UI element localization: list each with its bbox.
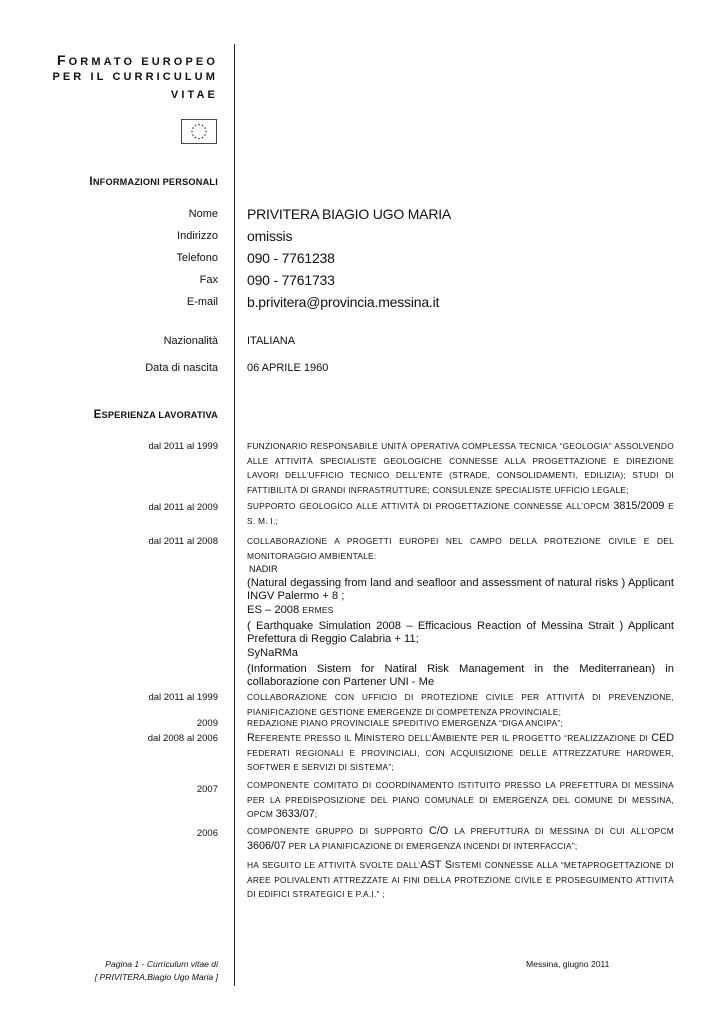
email-label: E-mail [186, 296, 218, 308]
nationality-value: ITALIANA [247, 335, 296, 347]
header-line-1: FORMATO EUROPEO [57, 52, 218, 68]
column-divider [234, 44, 235, 986]
work-entry-4: COLLABORAZIONE CON UFFICIO DI PROTEZIONE CIVILE PER ATTIVITÀ DI PREVENZIONE, PIANIFICAZIONE GESTIONE EMERGENZE DI COMPETENZA PROVINCIALE; [247, 692, 674, 717]
work-entry-6: REFERENTE PRESSO IL MINISTERO DELL’AMBIENTE PER IL PROGETTO “REALIZZAZIONE DI CED FEDERATI REGIONALI E PROVINCIALI, CON ACQUISIZIONE DELLE ATTREZZATURE HARDWER, SOFTWER E SERVIZI DI SISTEMA”; [247, 732, 675, 773]
work-entry-1: FUNZIONARIO RESPONSABILE UNITÀ OPERATIVA COMPLESSA TECNICA “GEOLOGIA” ASSOLVENDO ALLE ATTIVITÀ SPECIALISTE GEOLOGICHE CONNESSE ALLA PROGETTAZIONE E DIREZIONE LAVORI DELL’UFFICIO TECNICO DELL’ENTE (STRADE, CONSOLIDAMENTI, EDILIZIA); STUDI DI FATTIBILITÀ DI GRANDI INFRASTRUTTURE; CONSULENZE SPECIALISTE UFFICIO LEGALE; [247, 441, 674, 495]
footer-place-date: Messina, giugno 2011 [526, 959, 610, 969]
work-date-6: dal 2008 al 2006 [147, 733, 218, 744]
project-nadir-title: NADIR [249, 564, 278, 574]
phone-value: 090 - 7761238 [247, 250, 335, 266]
eu-flag-icon [181, 119, 217, 144]
project-nadir-text: (Natural degassing from land and seafloor and assessment of natural risks ) Applicant INGV Palermo + 8 ; [247, 577, 674, 602]
work-entry-5: REDAZIONE PIANO PROVINCIALE SPEDITIVO EMERGENZA “DIGA ANCIPA”; [247, 718, 563, 728]
nationality-label: Nazionalità [163, 335, 218, 347]
fax-label: Fax [199, 274, 218, 286]
footer-page-info: Pagina 1 - Curriculum vitae di [ PRIVITERA,Biagio Ugo Maria ] [94, 959, 218, 982]
header-line-3: VITAE [170, 89, 218, 101]
work-date-3: dal 2011 al 2008 [148, 536, 218, 547]
work-entry-8: COMPONENTE GRUPPO DI SUPPORTO C/O LA PREFUTTURA DI MESSINA DI CUI ALL’OPCM 3606/07 PER LA PIANIFICAZIONE DI EMERGENZA INCENDI DI INTERFACCIA”; [247, 825, 674, 852]
work-entry-2: SUPPORTO GEOLOGICO ALLE ATTIVITÀ DI PROGETTAZIONE CONNESSE ALL’OPCM 3815/2009 E S. M. I.; [247, 500, 674, 526]
section-work-experience: ESPERIENZA LAVORATIVA [93, 409, 218, 421]
work-date-4: dal 2011 al 1999 [148, 692, 218, 703]
project-ermes-title: ES – 2008 ERMES [247, 604, 334, 616]
birth-date-label: Data di nascita [145, 362, 218, 374]
project-synarma-title: SyNaRMa [247, 647, 298, 659]
name-label: Nome [188, 208, 218, 220]
work-entry-3: COLLABORAZIONE A PROGETTI EUROPEI NEL CAMPO DELLA PROTEZIONE CIVILE E DEL MONITORAGGIO AMBIENTALE: [247, 536, 674, 561]
section-personal-info: INFORMAZIONI PERSONALI [89, 176, 218, 188]
email-value[interactable]: b.privitera@provincia.messina.it [247, 294, 440, 310]
project-synarma-text: (Information Sistem for Natiral Risk Management in the Mediterranean) in collaborazione con Partener UNI - Me [247, 663, 674, 688]
work-date-5: 2009 [196, 718, 218, 729]
work-entry-7: COMPONENTE COMITATO DI COORDINAMENTO ISTITUITO PRESSO LA PREFETTURA DI MESSINA PER LA PREDISPOSIZIONE DEL PIANO COMUNALE DI EMERGENZA DEL COMUNE DI MESSINA, OPCM 3633/07; [247, 780, 674, 821]
work-date-2: dal 2011 al 2009 [148, 502, 218, 513]
name-value: PRIVITERA BIAGIO UGO MARIA [247, 206, 452, 222]
header-line-2: PER IL CURRICULUM [52, 71, 218, 83]
address-value: omissis [247, 228, 293, 244]
work-date-8: 2006 [196, 828, 218, 839]
address-label: Indirizzo [177, 230, 218, 242]
birth-date-value: 06 APRILE 1960 [247, 362, 329, 374]
work-date-7: 2007 [196, 784, 218, 795]
work-date-1: dal 2011 al 1999 [148, 441, 218, 452]
project-ermes-text: ( Earthquake Simulation 2008 – Efficacious Reaction of Messina Strait ) Applicant Prefettura di Reggio Calabria + 11; [247, 620, 674, 645]
phone-label: Telefono [176, 252, 218, 264]
work-entry-9: HA SEGUITO LE ATTIVITÀ SVOLTE DALL’AST SISTEMI CONNESSE ALLA “METAPROGETTAZIONE DI AREE POLIVALENTI ATTREZZATE AI FINI DELLA PROTEZIONE CIVILE E PROSEGUIMENTO ATTIVITÀ DI EDIFICI STRATEGICI E P.A.I.” ; [247, 859, 674, 900]
fax-value: 090 - 7761733 [247, 272, 335, 288]
